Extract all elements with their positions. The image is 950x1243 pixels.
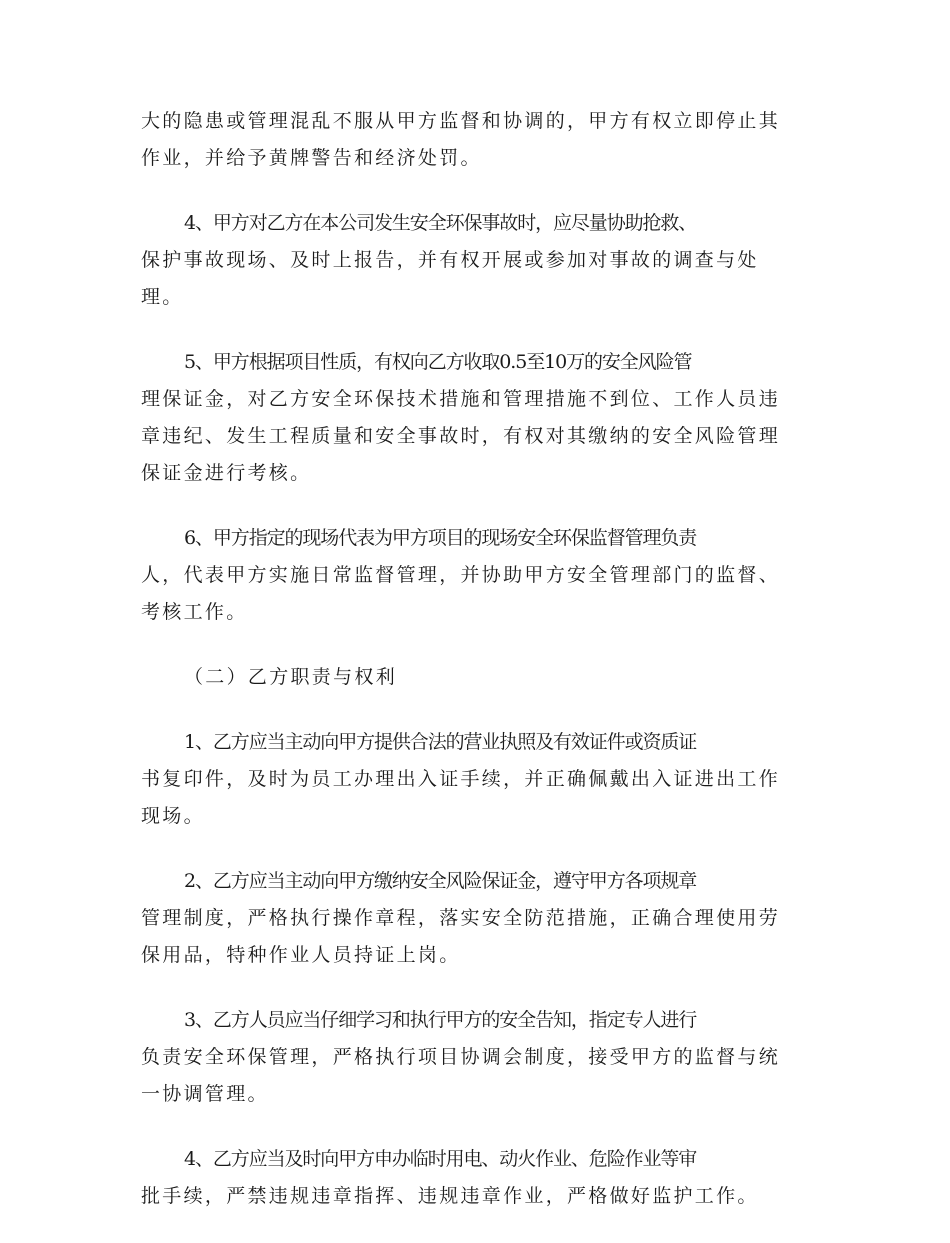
paragraph-party-b-1 bbox=[141, 724, 813, 835]
text-line: 考核工作。 bbox=[141, 601, 248, 623]
text-line: 人，代表甲方实施日常监督管理，并协助甲方安全管理部门的监督、 bbox=[141, 564, 781, 586]
paragraph-party-b-3 bbox=[141, 1002, 813, 1113]
text-line: 2、乙方应当主动向甲方缴纳安全风险保证金，遵守甲方各项规章 bbox=[184, 870, 697, 892]
text-line: 5、甲方根据项目性质，有权向乙方收取0.5至10万的安全风险管 bbox=[184, 351, 692, 373]
text-line: 4、甲方对乙方在本公司发生安全环保事故时，应尽量协助抢救、 bbox=[184, 212, 697, 234]
text-line: 作业，并给予黄牌警告和经济处罚。 bbox=[141, 147, 482, 169]
text-line: 批手续，严禁违规违章指挥、违规违章作业，严格做好监护工作。 bbox=[141, 1185, 759, 1207]
text-line: 理。 bbox=[141, 286, 184, 308]
text-line: 保护事故现场、及时上报告，并有权开展或参加对事故的调查与处 bbox=[141, 249, 759, 271]
paragraph-continuation bbox=[141, 103, 813, 177]
paragraph-party-b-2 bbox=[141, 863, 813, 974]
text-line: 现场。 bbox=[141, 805, 205, 827]
paragraph-party-a-5 bbox=[141, 344, 813, 492]
text-line: 1、乙方应当主动向甲方提供合法的营业执照及有效证件或资质证 bbox=[184, 731, 697, 753]
text-line: 3、乙方人员应当仔细学习和执行甲方的安全告知，指定专人进行 bbox=[184, 1009, 697, 1031]
text-line: 4、乙方应当及时向甲方申办临时用电、动火作业、危险作业等审 bbox=[184, 1148, 697, 1170]
text-line: 书复印件，及时为员工办理出入证手续，并正确佩戴出入证进出工作 bbox=[141, 768, 781, 790]
text-line: 6、甲方指定的现场代表为甲方项目的现场安全环保监督管理负责 bbox=[184, 527, 697, 549]
paragraph-party-b-4 bbox=[141, 1141, 813, 1215]
text-line: 管理制度，严格执行操作章程，落实安全防范措施，正确合理使用劳 bbox=[141, 907, 781, 929]
text-line: 保证金进行考核。 bbox=[141, 462, 312, 484]
text-line: 章违纪、发生工程质量和安全事故时，有权对其缴纳的安全风险管理 bbox=[141, 425, 781, 447]
section-heading bbox=[141, 659, 813, 696]
text-line: 理保证金，对乙方安全环保技术措施和管理措施不到位、工作人员违 bbox=[141, 388, 781, 410]
text-line: 保用品，特种作业人员持证上岗。 bbox=[141, 944, 461, 966]
text-line: 一协调管理。 bbox=[141, 1083, 269, 1105]
paragraph-party-a-4 bbox=[141, 205, 813, 316]
paragraph-party-a-6 bbox=[141, 520, 813, 631]
text-line: 负责安全环保管理，严格执行项目协调会制度，接受甲方的监督与统 bbox=[141, 1046, 781, 1068]
heading-text: （二）乙方职责与权利 bbox=[184, 666, 398, 688]
document-body bbox=[141, 103, 813, 1243]
text-line: 大的隐患或管理混乱不服从甲方监督和协调的，甲方有权立即停止其 bbox=[141, 110, 781, 132]
